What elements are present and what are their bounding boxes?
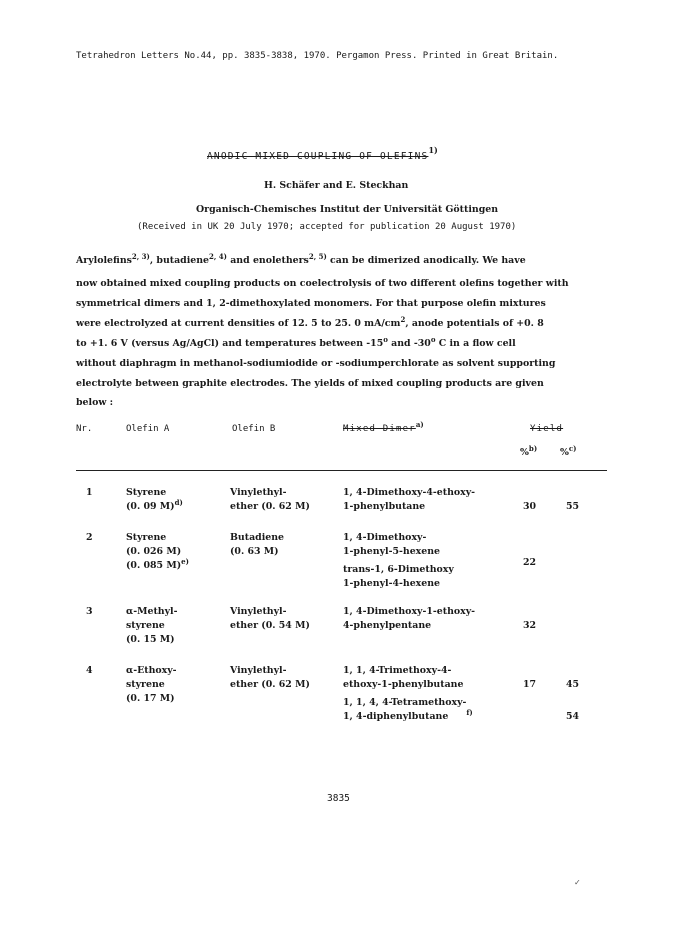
row-nr: 1	[86, 487, 93, 498]
article-title	[207, 145, 438, 162]
row-dimer: 1, 4-Dimethoxy-4-ethoxy- 1-phenylbutane	[343, 487, 476, 512]
row-dimer: 1, 4-Dimethoxy-1-ethoxy- 4-phenylpentane	[343, 606, 476, 631]
col-header-yield-c: %$^{c)}$	[560, 444, 577, 458]
body-line-2: now obtained mixed coupling products on coelectrolysis of two different olefins together with	[76, 278, 569, 289]
page-number: 3835	[327, 793, 350, 804]
received-line: (Received in UK 20 July 1970; accepted for publication 20 August 1970)	[137, 222, 517, 232]
col-header-yield-b: %$^{b)}$	[520, 444, 538, 458]
col-header-yield: Yield	[530, 424, 564, 434]
table-rule	[76, 470, 607, 471]
row-yield-c-second: 54	[566, 711, 580, 722]
article-title-text: ANODIC MIXED COUPLING OF OLEFINS	[207, 151, 429, 162]
row-nr: 4	[86, 665, 93, 676]
row-yield-c: 55	[566, 501, 580, 512]
row-olefin-b: Vinylethyl- ether (0. 54 M)	[230, 606, 310, 631]
col-header-nr: Nr.	[76, 424, 93, 434]
body-line-1: Arylolefins$^{2, 3)}$, butadiene$^{2, 4)}$ and enolethers$^{2, 5)}$ can be dimerized anodically. We have	[76, 252, 526, 266]
row-yield-b: 32	[523, 620, 537, 631]
body-line-4: were electrolyzed at current densities of 12. 5 to 25. 0 $mA/cm^2$, anode potentials of +0. 8	[76, 315, 544, 329]
row-olefin-b: Vinylethyl- ether (0. 62 M)	[230, 665, 310, 690]
journal-header: Tetrahedron Letters No.44, pp. 3835-3838, 1970. Pergamon Press. Printed in Great Britain.	[76, 51, 559, 61]
row-nr: 2	[86, 532, 93, 543]
col-header-olefin-a: Olefin A	[126, 424, 170, 434]
body-line-7: electrolyte between graphite electrodes. The yields of mixed coupling products are given	[76, 378, 544, 389]
affiliation: Organisch-Chemisches Institut der Universität Göttingen	[196, 204, 499, 215]
row-nr: 3	[86, 606, 93, 617]
row-dimer: 1, 1, 4-Trimethoxy-4- ethoxy-1-phenylbutane 1, 1, 4, 4-Tetramethoxy- 1, 4-diphenylbutane $^{f)}$	[343, 665, 473, 722]
row-olefin-b: Butadiene (0. 63 M)	[230, 532, 285, 557]
row-yield-b: 17	[523, 679, 537, 690]
row-yield-b: 30	[523, 501, 537, 512]
col-header-olefin-b: Olefin B	[232, 424, 276, 434]
body-line-3: symmetrical dimers and 1, 2-dimethoxylated monomers. For that purpose olefin mixtures	[76, 298, 546, 309]
title-ref: 1)	[428, 145, 438, 155]
scan-mark: ✓	[574, 878, 581, 887]
body-line-5: to +1. 6 V (versus Ag/AgCl) and temperatures between -15$^o$ and -30$^o$ C in a flow cell	[76, 335, 516, 349]
row-olefin-a: α-Methyl- styrene (0. 15 M)	[126, 606, 178, 645]
row-dimer: 1, 4-Dimethoxy- 1-phenyl-5-hexene trans-1, 6-Dimethoxy 1-phenyl-4-hexene	[343, 532, 454, 589]
row-olefin-b: Vinylethyl- ether (0. 62 M)	[230, 487, 310, 512]
col-header-mixed-dimer: Mixed Dimer$^{a)}$	[343, 420, 424, 434]
body-line-8: below :	[76, 397, 114, 408]
row-olefin-a: α-Ethoxy- styrene (0. 17 M)	[126, 665, 177, 704]
row-olefin-a: Styrene (0. 09 M)$^{d)}$	[126, 487, 183, 512]
authors: H. Schäfer and E. Steckhan	[264, 180, 409, 191]
row-yield-b: 22	[523, 557, 537, 568]
row-olefin-a: Styrene (0. 026 M) (0. 085 M)$^{e)}$	[126, 532, 189, 571]
body-line-6: without diaphragm in methanol-sodiumiodide or -sodiumperchlorate as solvent supporting	[76, 358, 556, 369]
row-yield-c: 45	[566, 679, 580, 690]
